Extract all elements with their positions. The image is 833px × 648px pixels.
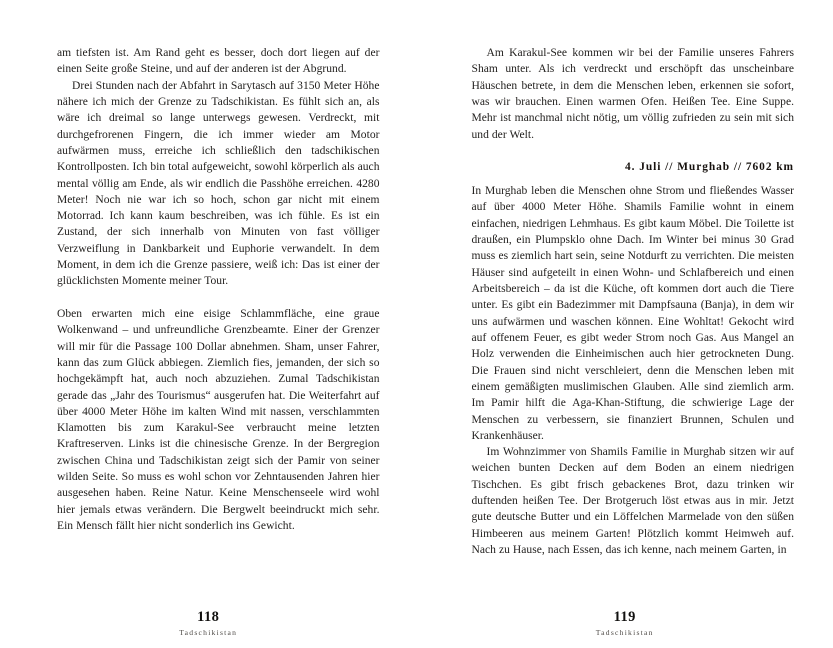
- page-number: 118: [197, 609, 220, 625]
- running-head: Tadschikistan: [595, 628, 654, 637]
- paragraph: am tiefsten ist. Am Rand geht es besser, doch dort liegen auf der einen Seite große Steine, und auf der anderen ist der Abgrund.: [57, 47, 380, 76]
- paragraph: In Murghab leben die Menschen ohne Strom und fließendes Wasser auf über 4000 Meter Höhe. Shamils Familie wohnt in einem einfachen, niedrigen Lehmhaus. Es gibt kaum Möbel. Die Toilette ist draußen, ein Plumpsklo ohne Dach. Im Winter bei minus 30 Grad muss es ziemlich hart sein, seine Notdurft zu verrichten. Die meisten Häuser sind aufgeteilt in einen Wohn- und Schlafbereich und einen Arbeitsbereich – da ist die Küche, oft kommen dort auch die Tiere unter. Es gibt ein Badezimmer mit Dampfsauna (Banja), in dem wir uns aufwärmen und waschen können. Eine Wohltat! Gekocht wird auf offenem Feuer, es gibt weder Strom noch Gas. Aus Mangel an Holz verwenden die Einheimischen auch hier getrockneten Dung. Die Frauen sind nicht verschleiert, denn die Menschen leben mit einem gemäßigten muslimischen Glauben. Alle sind ziemlich arm. Im Pamir hilft die Aga-Khan-Stiftung, die schwierige Lage der Menschen zu verbessern, sie finanziert Brunnen, Schulen und Krankenhäuser.: [471, 185, 794, 442]
- running-head: Tadschikistan: [179, 628, 238, 637]
- page-right: [417, 0, 833, 648]
- right-page-textblock: [472, 45, 795, 558]
- page-number: 119: [613, 609, 636, 625]
- paragraph: Im Wohnzimmer von Shamils Familie in Murghab sitzen wir auf weichen bunten Decken auf dem Boden an einem niedrigen Tischchen. Es gibt frisch gebackenes Brot, dazu trinken wir duftenden heißen Tee. Der Brotgeruch löst etwas aus in mir. Jetzt gute deutsche Butter und ein Löffelchen Marmelade von den süßen Himbeeren aus meinem Garten! Plötzlich kommt Heimweh auf. Nach zu Hause, nach Essen, das ich kenne, nach meinem Garten, in: [471, 446, 794, 557]
- page-footer-right: [417, 609, 833, 638]
- left-page-textblock: [57, 45, 380, 534]
- section-heading: 4. Juli // Murghab // 7602 km: [624, 161, 794, 174]
- heading-spacer: [472, 143, 795, 159]
- paragraph: Am Karakul-See kommen wir bei der Familie unseres Fahrers Sham unter. Als ich verdreckt und erschöpft das unscheinbare Häuschen betrete, in dem die Menschen leben, erkennen sie sofort, was wir brauchen. Einen warmen Ofen. Heißen Tee. Eine Suppe. Mehr ist manchmal nicht nötig, um völlig zufrieden zu sein mit sich und der Welt.: [471, 47, 794, 141]
- paragraph: Drei Stunden nach der Abfahrt in Sarytasch auf 3150 Meter Höhe nähere ich mich der Grenze zu Tadschikistan. Es fühlt sich an, als wäre ich dreimal so lange unterwegs gewesen. Verdreckt, mit durchgefrorenen Fingern, die ich immer wieder am Motor aufwärmen muss, erreiche ich schließlich den tadschikischen Kontrollposten. Ich bin total aufgeweicht, sowohl körperlich als auch mental völlig am Ende, als wir endlich die Passhöhe erreichen. 4280 Meter! Noch nie war ich so hoch, schon gar nicht mit einem Motorrad. Ich kann kaum beschreiben, was ich fühle. Es ist ein Zustand, der sich innerhalb von Minuten von fast völliger Verzweiflung in Dankbarkeit und Euphorie verwandelt. In dem Moment, in dem ich die Grenze passiere, weiß ich: Das ist einer der glücklichsten Momente meiner Tour.: [57, 79, 380, 288]
- heading-spacer: [472, 176, 795, 184]
- paragraph: Oben erwarten mich eine eisige Schlammfläche, eine graue Wolkenwand – und unfreundliche Grenzbeamte. Einer der Grenzer will mir für die Passage 100 Dollar abnehmen. Sham, unser Fahrer, kann das zum Glück abbiegen. Ziemlich fies, jemanden, der sich so hochgekämpft hat, auch noch abzuziehen. Zumal Tadschikistan gerade das „Jahr des Tourismus“ ausgerufen hat. Die Weiterfahrt auf über 4000 Meter Höhe im kalten Wind mit nassen, verschlammten Klamotten bis zum Karakul-See verbraucht meine letzten Kraftreserven. Links ist die chinesische Grenze. In der Bergregion zwischen China und Tadschikistan zeigt sich der Pamir von seiner wilden Seite. So muss es wohl schon vor Zehntausenden Jahren hier ausgesehen haben. Reine Natur. Keine Menschenseele wird wohl hier jemals etwas verändern. Die Bergwelt beeindruckt mich sehr. Ein Mensch fällt hier nicht sonderlich ins Gewicht.: [57, 307, 380, 533]
- page-footer-left: [0, 609, 417, 638]
